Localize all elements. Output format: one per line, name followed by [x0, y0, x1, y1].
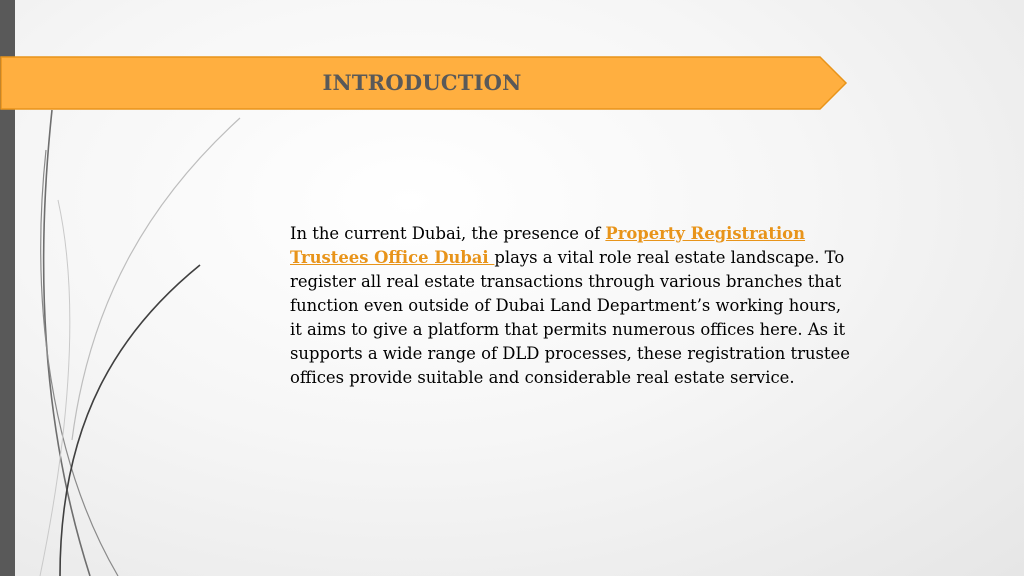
intro-paragraph	[290, 222, 850, 390]
property-registration-link[interactable]: Property Registration Trustees Office Dubai	[290, 224, 806, 267]
title-banner	[0, 56, 848, 110]
paragraph-rest: plays a vital role real estate landscape. To register all real estate transactions through various branches that function even outside of Dubai Land Department’s working hours, it aims to give a platform that permits numerous offices here. As it supports a wide range of DLD processes, these registration trustee offices provide suitable and considerable real estate service.	[290, 248, 850, 387]
slide-title: INTRODUCTION	[322, 70, 522, 95]
paragraph-intro: In the current Dubai, the presence of	[290, 224, 606, 243]
curve-line-1	[44, 110, 90, 576]
curve-line-5	[40, 200, 70, 576]
curve-line-3	[60, 265, 200, 576]
curve-line-2	[41, 150, 118, 576]
curve-line-4	[72, 118, 240, 440]
